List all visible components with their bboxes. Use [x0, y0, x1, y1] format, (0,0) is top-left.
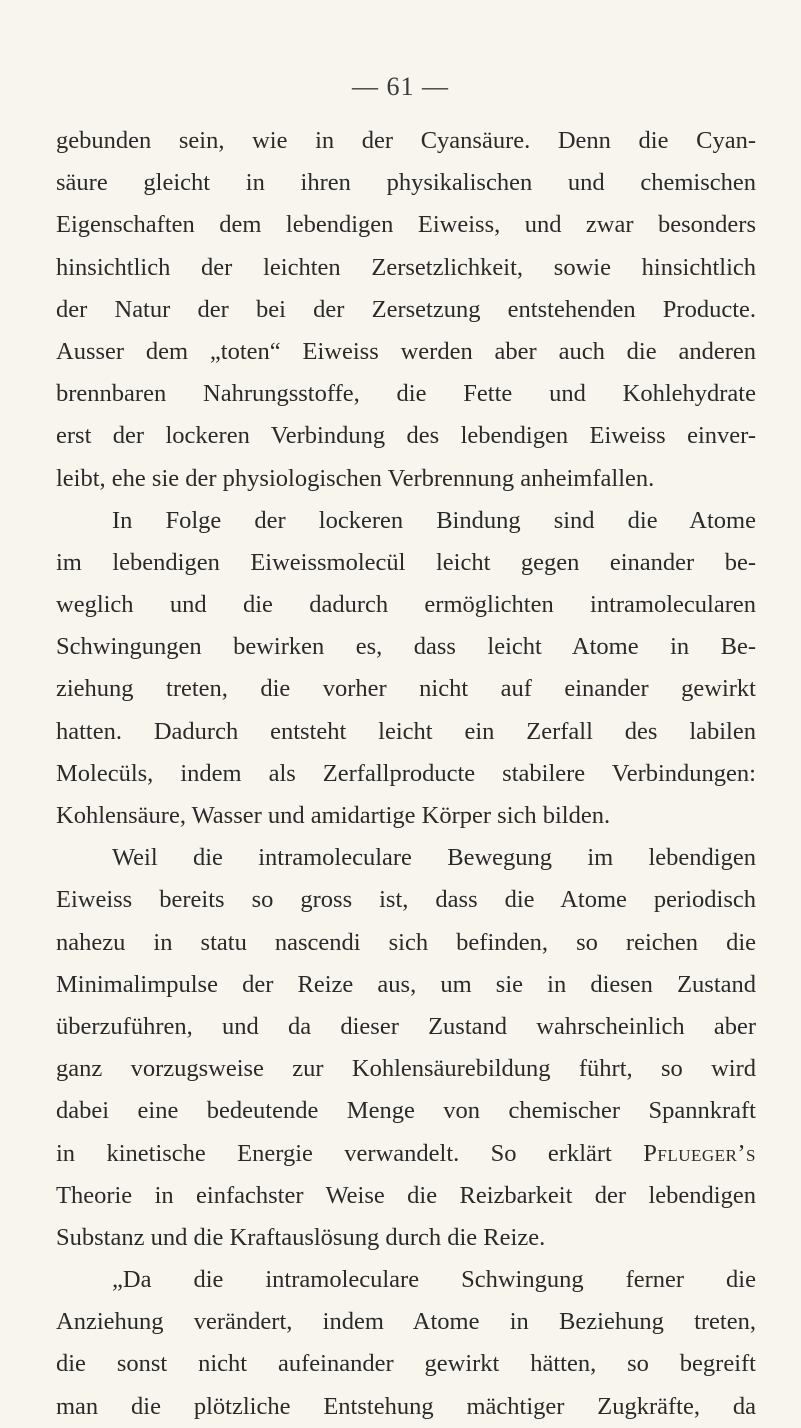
text-line: man die plötzliche Entstehung mächtiger Zugkräfte, da [56, 1392, 756, 1420]
text-line: ziehung treten, die vorher nicht auf einander gewirkt [56, 675, 756, 703]
text-line: dabei eine bedeutende Menge von chemischer Spannkraft [56, 1097, 756, 1125]
text-line: Minimalimpulse der Reize aus, um sie in diesen Zustand [56, 970, 756, 998]
text-line: weglich und die dadurch ermöglichten intramolecularen [56, 591, 756, 619]
text-line: nahezu in statu nascendi sich befinden, so reichen die [56, 928, 756, 956]
text-line: säure gleicht in ihren physikalischen und chemischen [56, 169, 756, 197]
text-line: Kohlensäure, Wasser und amidartige Körper sich bilden. [56, 802, 611, 829]
text-line: Theorie in einfachster Weise die Reizbarkeit der lebendigen [56, 1181, 756, 1209]
text-line: Schwingungen bewirken es, dass leicht Atome in Be- [56, 633, 756, 661]
text-line: „Da die intramoleculare Schwingung ferner die [112, 1266, 756, 1294]
text-line: Eiweiss bereits so gross ist, dass die Atome periodisch [56, 886, 756, 914]
text-line: leibt, ehe sie der physiologischen Verbrennung anheimfallen. [56, 464, 655, 492]
text-line [56, 1133, 756, 1175]
text-line: erst der lockeren Verbindung des lebendigen Eiweiss einver- [56, 422, 756, 450]
text-line: hinsichtlich der leichten Zersetzlichkeit, sowie hinsichtlich [56, 253, 756, 281]
text-line: überzuführen, und da dieser Zustand wahrscheinlich aber [56, 1012, 756, 1040]
author-name: Pflueger’s [643, 1139, 757, 1167]
text-line: Ausser dem „toten“ Eiweiss werden aber auch die anderen [56, 337, 756, 365]
text-line: Molecüls, indem als Zerfallproducte stabilere Verbindungen: [56, 759, 756, 787]
text-line: Eigenschaften dem lebendigen Eiweiss, und zwar besonders [56, 211, 756, 239]
text-line: In Folge der lockeren Bindung sind die Atome [112, 506, 756, 534]
text-fragment: in kinetische Energie verwandelt. So erklärt [56, 1139, 612, 1167]
text-line: im lebendigen Eiweissmolecül leicht gegen einander be- [56, 548, 756, 576]
text-line: der Natur der bei der Zersetzung entstehenden Producte. [56, 295, 756, 323]
text-line: ganz vorzugsweise zur Kohlensäurebildung führt, so wird [56, 1055, 756, 1083]
page-number: — 61 — [352, 72, 449, 101]
text-line: die sonst nicht aufeinander gewirkt hätten, so begreift [56, 1350, 756, 1378]
text-line: gebunden sein, wie in der Cyansäure. Denn die Cyan- [56, 127, 756, 154]
text-line: hatten. Dadurch entsteht leicht ein Zerfall des labilen [56, 717, 756, 745]
body-text [56, 120, 756, 1428]
text-line: Anziehung verändert, indem Atome in Beziehung treten, [56, 1308, 756, 1336]
text-line: brennbaren Nahrungsstoffe, die Fette und Kohlehydrate [56, 380, 756, 408]
text-line: Substanz und die Kraftauslösung durch die Reize. [56, 1223, 546, 1251]
text-line: Weil die intramoleculare Bewegung im lebendigen [112, 844, 756, 872]
